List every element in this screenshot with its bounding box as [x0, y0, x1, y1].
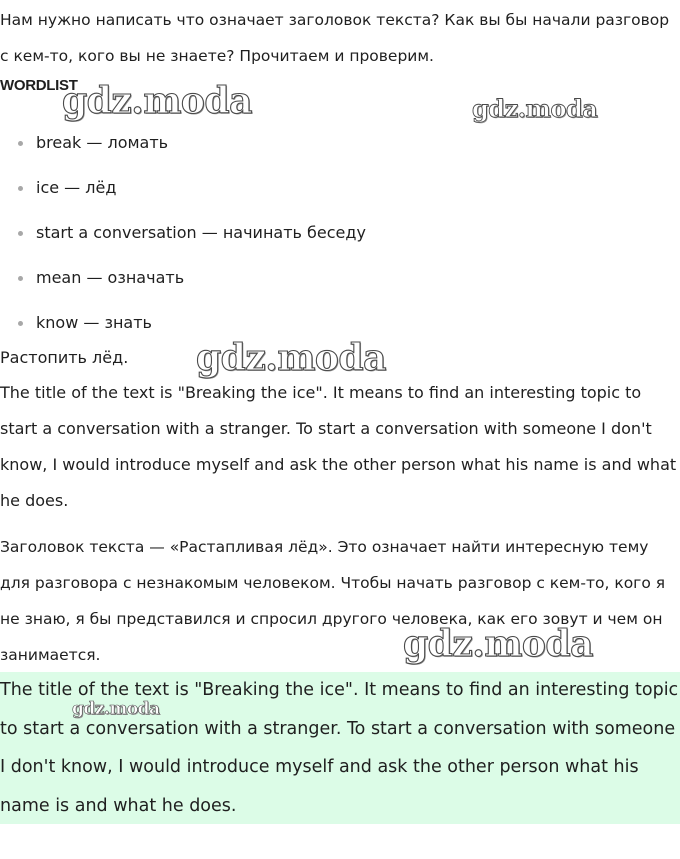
list-item: [0, 259, 366, 304]
list-item: [0, 169, 366, 214]
bullet-icon: [18, 231, 23, 236]
answer-title: Растопить лёд.: [0, 348, 129, 367]
wordlist-item-label: know — знать: [36, 313, 152, 332]
bullet-icon: [18, 186, 23, 191]
watermark-logo: gdz.moda: [72, 699, 160, 719]
watermark-logo: gdz.moda: [62, 80, 252, 122]
bullet-icon: [18, 321, 23, 326]
answer-english: The title of the text is "Breaking the ice". It means to find an interesting topic to start a conversation with a stranger. To start a conversation with someone I don't know, I would introduce myself and ask the other person what his name is and what he does.: [0, 383, 677, 510]
wordlist-item-label: mean — означать: [36, 268, 185, 287]
intro-text: Нам нужно написать что означает заголовок текста? Как вы бы начали разговор с кем-то, кого вы не знаете? Прочитаем и проверим.: [0, 11, 670, 65]
list-item: [0, 214, 366, 259]
bullet-icon: [18, 141, 23, 146]
wordlist-item-label: break — ломать: [36, 133, 169, 152]
answer-russian: Заголовок текста — «Растапливая лёд». Это означает найти интересную тему для разговора с незнакомым человеком. Чтобы начать разговор с кем-то, кого я не знаю, я бы представился и спросил другого человека, как его зовут и чем он занимается.: [0, 538, 666, 664]
bullet-icon: [18, 276, 23, 281]
watermark-logo: gdz.moda: [472, 94, 598, 123]
highlight-text: The title of the text is "Breaking the ice". It means to find an interesting topic to start a conversation with a stranger. To start a conversation with someone I don't know, I would introduce myself and ask the other person what his name is and what he does.: [0, 680, 679, 816]
intro-section: [0, 0, 680, 96]
wordlist-item-label: start a conversation — начинать беседу: [36, 223, 366, 242]
watermark-logo: gdz.moda: [196, 337, 386, 379]
wordlist-item-label: ice — лёд: [36, 178, 117, 197]
wordlist-heading: WORDLIST: [0, 77, 78, 94]
wordlist: [0, 124, 366, 349]
watermark-logo: gdz.moda: [403, 623, 593, 665]
list-item: [0, 124, 366, 169]
